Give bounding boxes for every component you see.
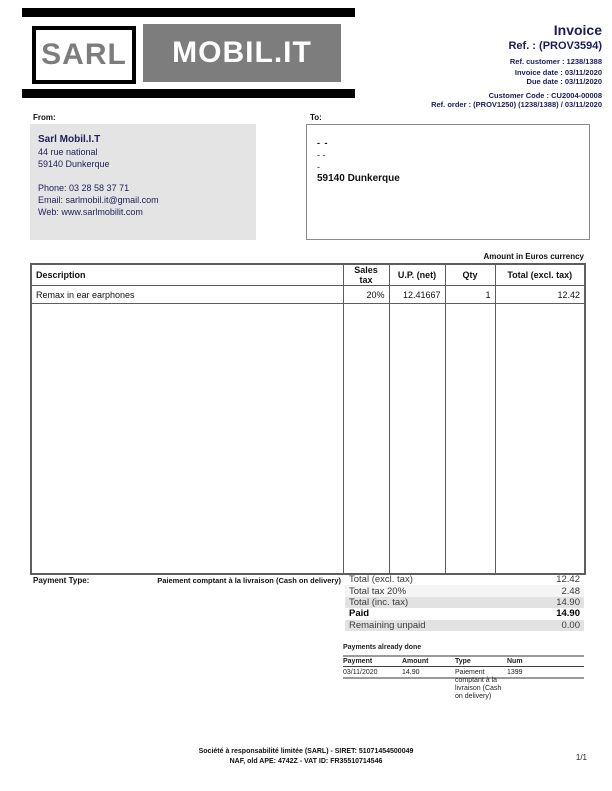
invoice-date: Invoice date : 03/11/2020 — [514, 68, 602, 77]
payments-done-table — [343, 655, 584, 700]
item-description: Remax in ear earphones — [31, 286, 343, 304]
col-up-net: U.P. (net) — [389, 264, 445, 286]
from-address-box — [30, 124, 256, 240]
items-empty-area — [31, 304, 585, 574]
to-line4: 59140 Dunkerque — [317, 173, 400, 184]
pd-payment-date: 03/11/2020 — [343, 667, 402, 679]
logo-left-text: SARL — [41, 37, 127, 71]
payments-done-block — [343, 644, 584, 700]
currency-note: Amount in Euros currency — [483, 252, 584, 261]
payment-type-value: Paiement comptant à la livraison (Cash on delivery) — [157, 576, 341, 585]
total-tax-value: 2.48 — [561, 585, 580, 597]
from-email: Email: sarlmobil.it@gmail.com — [38, 195, 159, 205]
col-description: Description — [31, 264, 343, 286]
pd-type: Paiement comptant à la livraison (Cash on delivery) — [455, 667, 507, 679]
item-qty: 1 — [445, 286, 495, 304]
item-up-net: 12.41667 — [389, 286, 445, 304]
from-web: Web: www.sarlmobilit.com — [38, 207, 143, 217]
from-spacer — [38, 170, 248, 182]
to-address-box — [306, 124, 590, 240]
from-company-name: Sarl Mobil.I.T — [38, 134, 101, 145]
pd-col-amount: Amount — [402, 655, 455, 667]
invoice-header-info — [431, 22, 602, 109]
logo-bar-top — [22, 8, 355, 17]
invoice-due-date: Due date : 03/11/2020 — [526, 77, 602, 86]
logo-mobilit-box — [143, 24, 341, 82]
total-excl-value: 12.42 — [556, 574, 580, 586]
from-address-line1: 44 rue national — [38, 147, 98, 157]
footer-line2: NAF, old APE: 4742Z - VAT ID: FR35510714546 — [229, 757, 383, 765]
col-total-excl: Total (excl. tax) — [495, 264, 585, 286]
col-sales-tax: Sales tax — [343, 264, 389, 286]
logo-bar-bottom — [22, 89, 355, 98]
pd-col-type: Type — [455, 655, 507, 667]
paid-row — [345, 608, 584, 619]
from-phone: Phone: 03 28 58 37 71 — [38, 183, 130, 193]
total-excl-row — [345, 574, 584, 585]
remaining-unpaid-value: 0.00 — [561, 619, 580, 631]
total-tax-label: Total tax 20% — [349, 585, 407, 597]
payment-type-row — [33, 576, 341, 585]
items-table — [30, 263, 586, 575]
totals-block — [345, 574, 584, 631]
item-sales-tax: 20% — [343, 286, 389, 304]
page-number: 1/1 — [575, 753, 587, 762]
pd-amount: 14.90 — [402, 667, 455, 679]
logo-right-text: MOBIL.IT — [172, 36, 312, 69]
paid-label: Paid — [349, 608, 370, 620]
to-line3: - — [317, 162, 320, 172]
invoice-ref: Ref. : (PROV3594) — [508, 40, 602, 52]
col-qty: Qty — [445, 264, 495, 286]
pd-col-num: Num — [507, 655, 584, 667]
invoice-title: Invoice — [553, 22, 602, 38]
invoice-ref-customer: Ref. customer : 1238/1388 — [509, 57, 602, 66]
to-line2: - - — [317, 150, 326, 160]
table-row — [31, 286, 585, 304]
items-header-row — [31, 264, 585, 286]
total-inc-row — [345, 597, 584, 608]
remaining-unpaid-row — [345, 620, 584, 631]
footer-line1: Société à responsabilité limitée (SARL) - SIRET: 51071454500049 — [198, 748, 414, 755]
invoice-ref-order: Ref. order : (PROV1250) (1238/1388) / 03/11/2020 — [431, 100, 602, 109]
legal-footer — [0, 747, 612, 766]
pd-col-payment: Payment — [343, 655, 402, 667]
payments-done-title: Payments already done — [343, 644, 422, 651]
remaining-unpaid-label: Remaining unpaid — [349, 619, 426, 631]
pd-num: 1399 — [507, 667, 584, 679]
total-inc-label: Total (inc. tax) — [349, 596, 409, 608]
logo-row — [22, 17, 355, 89]
paid-value: 14.90 — [556, 608, 580, 620]
company-logo — [22, 8, 355, 98]
item-total: 12.42 — [495, 286, 585, 304]
payment-type-label: Payment Type: — [33, 576, 90, 585]
total-excl-label: Total (excl. tax) — [349, 574, 413, 586]
from-address-line2: 59140 Dunkerque — [38, 159, 110, 169]
invoice-customer-code: Customer Code : CU2004-00008 — [488, 91, 602, 100]
total-inc-value: 14.90 — [556, 596, 580, 608]
from-label: From: — [33, 113, 56, 122]
logo-sarl-box — [32, 26, 136, 84]
to-label: To: — [310, 113, 322, 122]
total-tax-row — [345, 585, 584, 596]
to-line1: - - — [317, 138, 329, 148]
